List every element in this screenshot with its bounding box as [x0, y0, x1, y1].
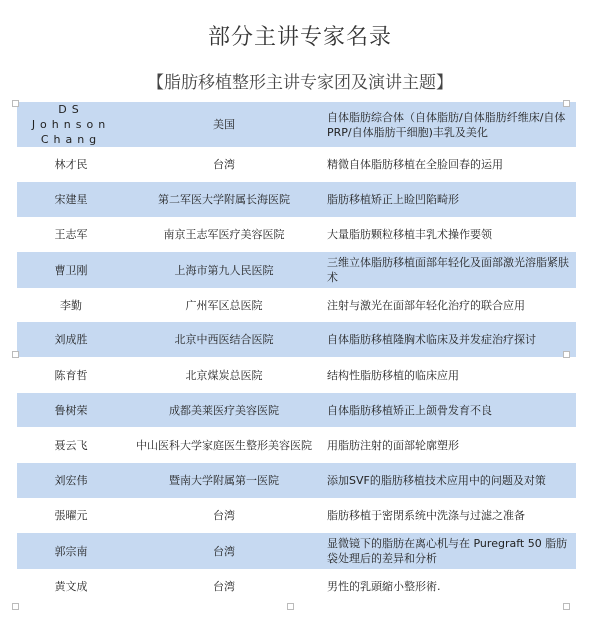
expert-organization: 成都美莱医疗美容医院 [125, 393, 323, 427]
crop-mark [287, 603, 294, 610]
expert-name: 林才民 [54, 158, 88, 171]
expert-organization: 台湾 [125, 533, 323, 569]
table-row [17, 288, 576, 322]
expert-topic: 添加SVF的脂肪移植技术应用中的问题及对策 [323, 463, 576, 498]
expert-organization: 暨南大学附属第一医院 [125, 463, 323, 498]
table-row [17, 217, 576, 252]
table-row [17, 182, 576, 217]
expert-topic: 自体脂肪移植隆胸术临床及并发症治疗探讨 [323, 322, 576, 357]
page-subtitle: 【脂肪移植整形主讲专家团及演讲主题】 [147, 73, 453, 93]
table-row [17, 427, 576, 463]
expert-topic: 脂肪移植于密閉系统中洗涤与过滤之准备 [327, 509, 525, 522]
expert-name: 黄文成 [54, 580, 88, 593]
expert-topic: 脂肪移植矫正上睑凹陷畸形 [323, 182, 576, 217]
crop-mark [12, 100, 19, 107]
expert-table [17, 102, 576, 604]
expert-name: 刘成胜 [17, 322, 125, 357]
page-title: 部分主讲专家名录 [207, 25, 392, 50]
expert-organization: 台湾 [213, 509, 235, 522]
expert-name: 張曜元 [54, 509, 88, 522]
expert-organization: 南京王志军医疗美容医院 [163, 228, 285, 241]
expert-organization: 第二军医大学附属长海医院 [125, 182, 323, 217]
expert-topic: 男性的乳頭縮小整形術. [327, 580, 441, 593]
expert-topic: 大量脂肪颗粒移植丰乳术操作要领 [327, 228, 492, 241]
expert-topic: 三维立体脂肪移植面部年轻化及面部激光溶脂紧肤术 [323, 252, 576, 288]
table-row [17, 357, 576, 393]
table-row [17, 533, 576, 569]
table-row [17, 102, 576, 147]
expert-organization: 北京煤炭总医院 [185, 368, 263, 382]
expert-topic: 自体脂肪综合体（自体脂肪/自体脂肪纤维床/自体PRP/自体脂肪干细胞)丰乳及美化 [323, 102, 576, 147]
expert-organization: 台湾 [213, 158, 235, 171]
expert-organization: 上海市第九人民医院 [125, 252, 323, 288]
expert-name: 鲁树荣 [17, 393, 125, 427]
crop-mark [12, 603, 19, 610]
expert-organization: 美国 [125, 102, 323, 147]
crop-mark [12, 351, 19, 358]
expert-name: 刘宏伟 [17, 463, 125, 498]
table-row [17, 252, 576, 288]
expert-topic: 结构性脂肪移植的临床应用 [327, 368, 459, 382]
table-row [17, 147, 576, 182]
expert-name: 李勤 [60, 298, 82, 312]
expert-name: 曹卫刚 [17, 252, 125, 288]
expert-name: 王志军 [54, 228, 88, 241]
expert-topic: 显微镜下的脂肪在离心机与在 Puregraft 50 脂肪袋处理后的差异和分析 [323, 533, 576, 569]
crop-mark [563, 100, 570, 107]
table-row [17, 463, 576, 498]
expert-name: 聂云飞 [54, 438, 88, 452]
table-row [17, 569, 576, 604]
expert-name: 郭宗南 [17, 533, 125, 569]
crop-mark [563, 603, 570, 610]
expert-organization: 北京中西医结合医院 [125, 322, 323, 357]
expert-name: 宋建星 [17, 182, 125, 217]
expert-topic: 自体脂肪移植矫正上颌骨发育不良 [323, 393, 576, 427]
expert-organization: 中山医科大学家庭医生整形美容医院 [136, 438, 312, 452]
crop-mark [563, 351, 570, 358]
table-row [17, 498, 576, 533]
expert-topic: 用脂肪注射的面部轮廓塑形 [327, 438, 459, 452]
expert-organization: 广州军区总医院 [185, 298, 263, 312]
expert-topic: 精微自体脂肪移植在全脸回春的运用 [327, 158, 503, 171]
expert-topic: 注射与激光在面部年轻化治疗的联合应用 [327, 298, 525, 312]
expert-name: 陈育哲 [54, 368, 88, 382]
table-row [17, 322, 576, 357]
expert-name: DS Johnson Chang [17, 102, 125, 147]
table-row [17, 393, 576, 427]
expert-organization: 台湾 [213, 580, 235, 593]
